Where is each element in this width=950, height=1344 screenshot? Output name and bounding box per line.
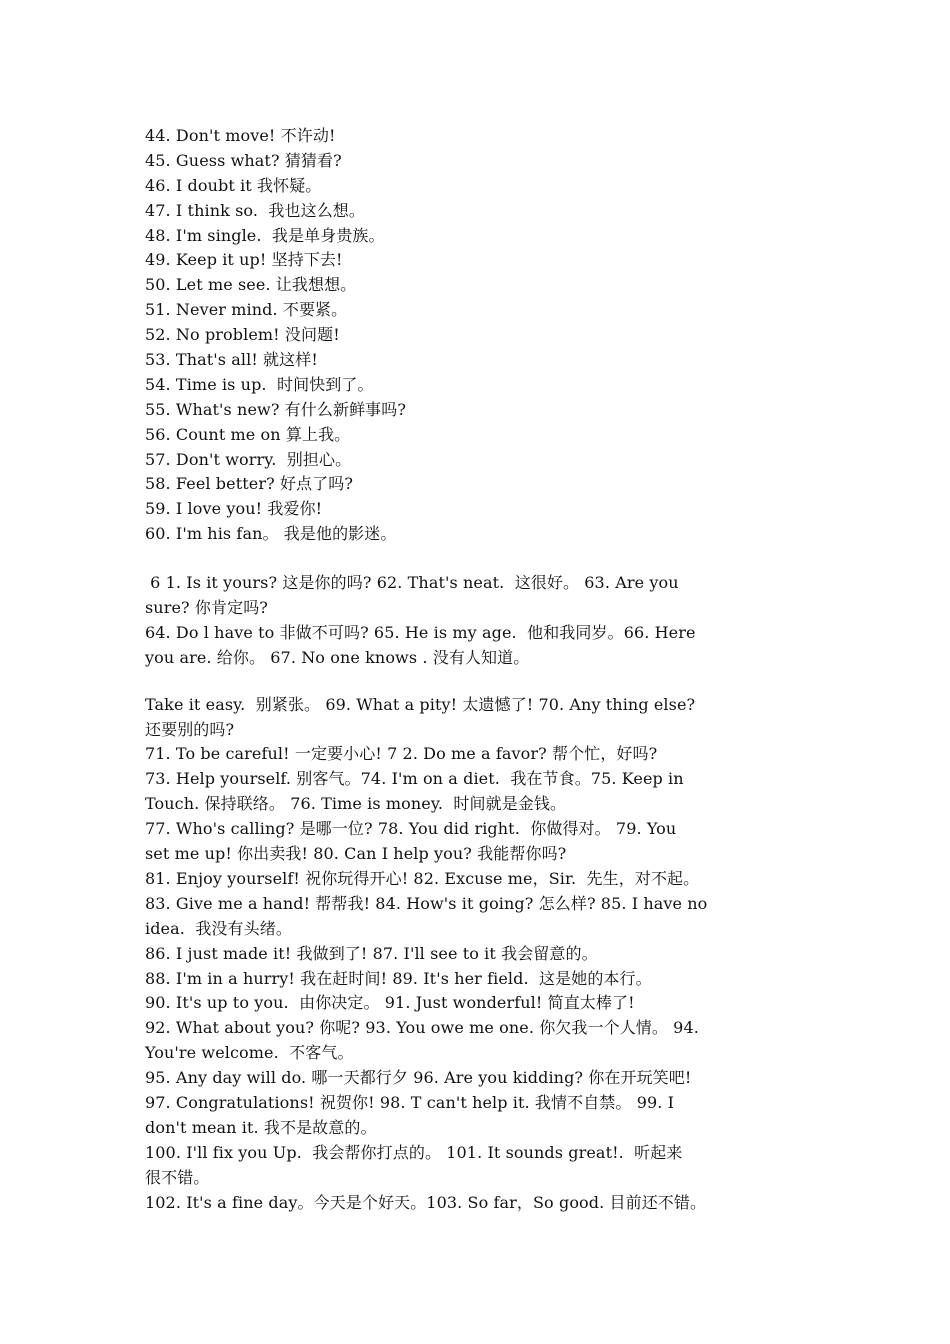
phrase-line: 还要别的吗? bbox=[145, 719, 235, 739]
phrase-line: sure? 你肯定吗? bbox=[145, 598, 268, 618]
phrase-line: 54. Time is up. 时间快到了。 bbox=[145, 374, 374, 394]
phrase-block-61-67 bbox=[145, 571, 815, 671]
phrase-line: 50. Let me see. 让我想想。 bbox=[145, 275, 357, 295]
phrase-line: 60. I'm his fan。 我是他的影迷。 bbox=[145, 524, 397, 544]
phrase-line: 48. I'm single. 我是单身贵族。 bbox=[145, 225, 385, 245]
document-page bbox=[145, 124, 815, 1215]
phrase-line: don't mean it. 我不是故意的。 bbox=[145, 1117, 377, 1137]
phrase-line: 100. I'll fix you Up. 我会帮你打点的。 101. It sounds great!. 听起来 bbox=[145, 1142, 683, 1162]
phrase-line: 很不错。 bbox=[145, 1167, 210, 1187]
phrase-line: idea. 我没有头绪。 bbox=[145, 918, 292, 938]
phrase-line: 81. Enjoy yourself! 祝你玩得开心! 82. Excuse me，Sir. 先生，对不起。 bbox=[145, 868, 700, 888]
phrase-line: 47. I think so. 我也这么想。 bbox=[145, 200, 365, 220]
phrase-line: 46. I doubt it 我怀疑。 bbox=[145, 175, 322, 195]
phrase-line: 45. Guess what? 猜猜看? bbox=[145, 150, 342, 170]
phrase-line: 49. Keep it up! 坚持下去! bbox=[145, 250, 343, 270]
paragraph-gap bbox=[145, 547, 815, 571]
phrase-line: 71. To be careful! 一定要小心! 7 2. Do me a favor? 帮个忙，好吗? bbox=[145, 744, 658, 764]
phrase-line: 92. What about you? 你呢? 93. You owe me one. 你欠我一个人情。 94. bbox=[145, 1018, 699, 1038]
phrase-line: 77. Who's calling? 是哪一位? 78. You did right. 你做得对。 79. You bbox=[145, 819, 677, 839]
phrase-line: 44. Don't move! 不许动! bbox=[145, 126, 336, 145]
phrase-list-44-60 bbox=[145, 124, 815, 547]
phrase-line: 56. Count me on 算上我。 bbox=[145, 424, 351, 444]
phrase-line: 6 1. Is it yours? 这是你的吗? 62. That's neat. 这很好。 63. Are you bbox=[145, 573, 679, 593]
phrase-line: 59. I love you! 我爱你! bbox=[145, 499, 323, 519]
phrase-line: 58. Feel better? 好点了吗? bbox=[145, 474, 354, 494]
phrase-line: 55. What's new? 有什么新鲜事吗? bbox=[145, 399, 407, 419]
phrase-line: 53. That's all! 就这样! bbox=[145, 350, 318, 370]
phrase-line: 102. It's a fine day。今天是个好天。103. So far，So good. 目前还不错。 bbox=[145, 1192, 707, 1212]
phrase-line: you are. 给你。 67. No one knows . 没有人知道。 bbox=[145, 647, 530, 667]
phrase-line: Take it easy. 别紧张。 69. What a pity! 太遗憾了! 70. Any thing else? bbox=[145, 694, 696, 714]
phrase-line: 73. Help yourself. 别客气。74. I'm on a diet. 我在节食。75. Keep in bbox=[145, 769, 684, 789]
phrase-line: 86. I just made it! 我做到了! 87. I'll see to it 我会留意的。 bbox=[145, 943, 598, 963]
phrase-line: You're welcome. 不客气。 bbox=[145, 1043, 354, 1063]
phrase-line: Touch. 保持联络。 76. Time is money. 时间就是金钱。 bbox=[145, 794, 567, 814]
phrase-line: 64. Do l have to 非做不可吗? 65. He is my age. 他和我同岁。66. Here bbox=[145, 622, 696, 642]
paragraph-gap bbox=[145, 671, 815, 693]
phrase-line: 83. Give me a hand! 帮帮我! 84. How's it going? 怎么样? 85. I have no bbox=[145, 893, 708, 913]
phrase-line: 95. Any day will do. 哪一天都行夕 96. Are you kidding? 你在开玩笑吧! bbox=[145, 1068, 692, 1088]
phrase-line: 88. I'm in a hurry! 我在赶时间! 89. It's her field. 这是她的本行。 bbox=[145, 968, 652, 988]
phrase-block-68-103 bbox=[145, 693, 815, 1216]
phrase-line: 52. No problem! 没问题! bbox=[145, 325, 340, 345]
phrase-line: 90. It's up to you. 由你决定。 91. Just wonderful! 简直太棒了! bbox=[145, 993, 635, 1013]
phrase-line: 57. Don't worry. 别担心。 bbox=[145, 449, 352, 469]
phrase-line: 51. Never mind. 不要紧。 bbox=[145, 300, 348, 320]
phrase-line: set me up! 你出卖我! 80. Can I help you? 我能帮你吗? bbox=[145, 844, 567, 864]
phrase-line: 97. Congratulations! 祝贺你! 98. T can't help it. 我情不自禁。 99. I bbox=[145, 1092, 675, 1112]
